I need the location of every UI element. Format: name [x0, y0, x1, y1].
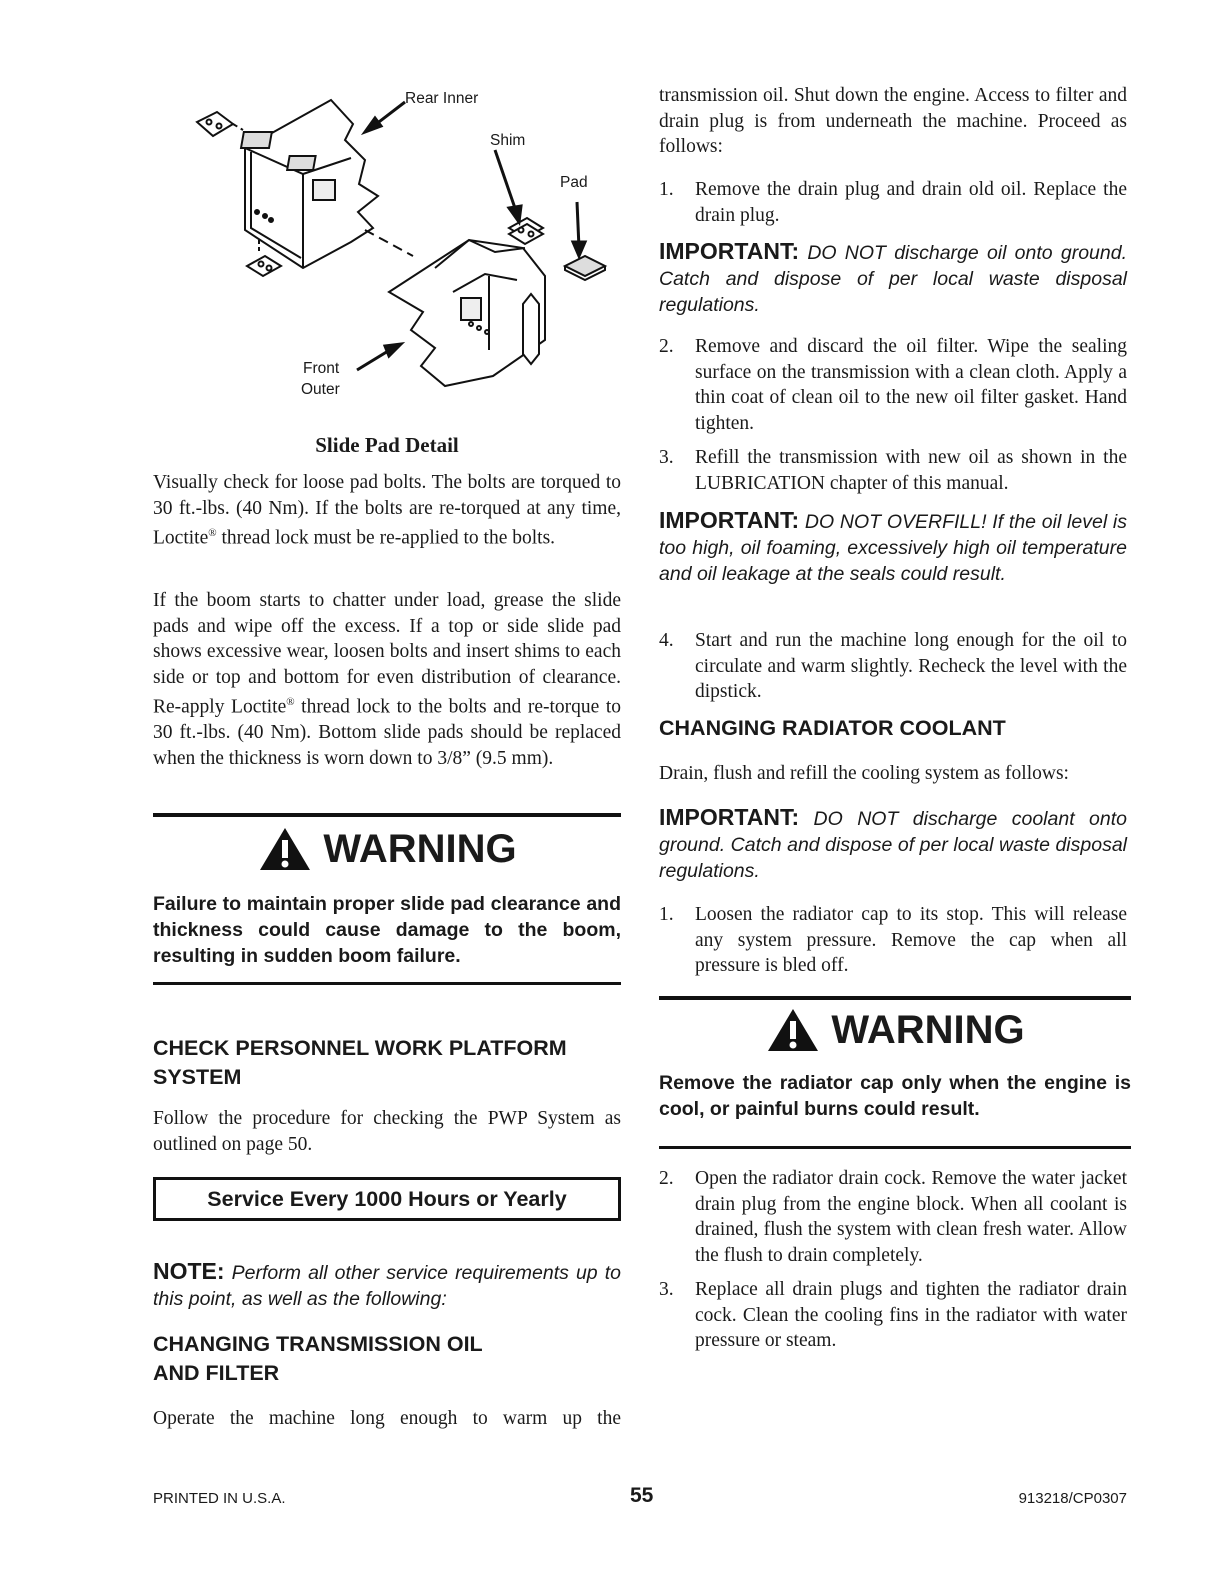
- warning-text: Failure to maintain proper slide pad clearance and thickness could cause damage to the boom, resulting in sudden boom failure.: [153, 893, 621, 967]
- coolant-intro: Drain, flush and refill the cooling system as follows:: [659, 763, 1069, 784]
- important-coolant-discharge: [659, 804, 1127, 884]
- service-interval-box: Service Every 1000 Hours or Yearly: [153, 1177, 621, 1221]
- note-lead: NOTE:: [153, 1258, 225, 1284]
- warning-icon: [765, 1006, 821, 1054]
- step-text: Remove and discard the oil filter. Wipe the sealing surface on the transmission with a clean cloth. Apply a thin coat of clean oil to the new oil filter gasket. Hand tighten.: [695, 336, 1127, 434]
- coolant-heading: CHANGING RADIATOR COOLANT: [659, 716, 1006, 740]
- transmission-heading: [153, 1330, 621, 1388]
- transmission-step-2: [659, 334, 1127, 436]
- warning-title-row: [659, 1006, 1131, 1054]
- label-pad: Pad: [560, 174, 588, 191]
- step-number: 1.: [659, 179, 674, 200]
- transmission-continued: transmission oil. Shut down the engine. Access to filter and drain plug is from underneath the machine. Proceed as follows:: [659, 85, 1127, 158]
- step-text: Refill the transmission with new oil as shown in the LUBRICATION chapter of this manual.: [695, 447, 1127, 494]
- warning-title: WARNING: [831, 1008, 1025, 1052]
- step-text: Loosen the radiator cap to its stop. This will release any system pressure. Remove the cap when all pressure is bled off.: [695, 904, 1127, 977]
- coolant-step-2: [659, 1166, 1127, 1268]
- pad-bolt-text-b: thread lock must be re-applied to the bolts.: [216, 527, 556, 549]
- warning-title-row: [153, 825, 621, 873]
- slide-pad-figure: [153, 80, 621, 420]
- step-number: 2.: [659, 1168, 674, 1189]
- radiator-cap-warning: [659, 996, 1131, 1149]
- boom-chatter-text-b: thread lock to the bolts and re-torque to 30 ft.-lbs. (40 Nm). Bottom slide pads should be replaced when the thickness is worn down to 3/8” (9.5 mm).: [153, 696, 622, 770]
- rear-inner-section: [241, 100, 378, 268]
- coolant-step-3: [659, 1277, 1127, 1354]
- label-front: Front: [303, 360, 340, 377]
- important-overfill: [659, 507, 1127, 587]
- step-number: 3.: [659, 1279, 674, 1300]
- transmission-intro: Operate the machine long enough to warm up the: [153, 1408, 621, 1429]
- transmission-step-4: [659, 628, 1127, 705]
- label-shim: Shim: [490, 132, 526, 149]
- step-text: Remove the drain plug and drain old oil. Replace the drain plug.: [695, 179, 1127, 226]
- pwp-text: Follow the procedure for checking the PWP System as outlined on page 50.: [153, 1108, 621, 1155]
- warning-text: Remove the radiator cap only when the engine is cool, or painful burns could result.: [659, 1072, 1131, 1120]
- step-number: 3.: [659, 447, 674, 468]
- important-text: DO NOT discharge oil onto ground. Catch and dispose of per local waste disposal regulations.: [659, 242, 1127, 316]
- important-oil-discharge: [659, 238, 1127, 318]
- note-paragraph: [153, 1258, 621, 1312]
- transmission-step-1: [659, 177, 1127, 228]
- important-text: DO NOT OVERFILL! If the oil level is too high, oil foaming, excessively high oil temperature and oil leakage at the seals could result.: [659, 511, 1127, 585]
- warning-title: WARNING: [323, 827, 517, 871]
- boom-chatter-text-a: If the boom starts to chatter under load, grease the slide pads and wipe off the excess. If a top or side slide pad shows excessive wear, loosen bolts and insert shims to each side or top and bottom for even distribution of clearance. Re-apply Loctite: [153, 590, 621, 718]
- pad-bolt-text-a: Visually check for loose pad bolts. The bolts are torqued to 30 ft.-lbs. (40 Nm). If the bolts are re-torqued at any time, Loctite: [153, 472, 621, 549]
- step-number: 1.: [659, 904, 674, 925]
- coolant-step-1: [659, 902, 1127, 979]
- pwp-heading-line2: SYSTEM: [153, 1065, 242, 1089]
- transmission-step-3: [659, 445, 1127, 496]
- important-lead: IMPORTANT:: [659, 238, 800, 264]
- note-text: Perform all other service requirements up to this point, as well as the following:: [153, 1262, 621, 1310]
- label-outer: Outer: [301, 381, 340, 398]
- important-lead: IMPORTANT:: [659, 804, 800, 830]
- important-text: DO NOT discharge coolant onto ground. Catch and dispose of per local waste disposal regulations.: [659, 808, 1127, 882]
- pwp-heading-line1: CHECK PERSONNEL WORK PLATFORM: [153, 1036, 567, 1060]
- page-number: 55: [630, 1484, 654, 1507]
- footer-doc-code: 913218/CP0307: [1018, 1490, 1127, 1507]
- shim-part: [509, 218, 543, 244]
- front-outer-section: [389, 240, 545, 386]
- warning-icon: [257, 825, 313, 873]
- top-pad-part: [197, 112, 243, 136]
- label-rear-inner: Rear Inner: [405, 90, 479, 107]
- registered-mark: ®: [208, 527, 217, 540]
- transmission-heading-line2: AND FILTER: [153, 1361, 280, 1385]
- registered-mark: ®: [286, 696, 295, 709]
- step-text: Replace all drain plugs and tighten the radiator drain cock. Clean the cooling fins in the radiator with water pressure or steam.: [695, 1279, 1127, 1352]
- step-text: Open the radiator drain cock. Remove the water jacket drain plug from the engine block. When all coolant is drained, flush the system with clean fresh water. Allow the flush to drain completely.: [695, 1168, 1127, 1266]
- figure-caption: Slide Pad Detail: [315, 433, 459, 457]
- step-number: 4.: [659, 630, 674, 651]
- pwp-heading: [153, 1034, 621, 1092]
- footer-printed: PRINTED IN U.S.A.: [153, 1490, 286, 1507]
- important-lead: IMPORTANT:: [659, 507, 800, 533]
- step-text: Start and run the machine long enough for the oil to circulate and warm slightly. Recheck the level with the dipstick.: [695, 630, 1127, 703]
- transmission-heading-line1: CHANGING TRANSMISSION OIL: [153, 1332, 483, 1356]
- boom-chatter-paragraph: [153, 588, 621, 772]
- pad-bolt-paragraph: [153, 470, 621, 551]
- slide-pad-diagram: [153, 80, 621, 420]
- slide-pad-warning: [153, 813, 621, 985]
- step-number: 2.: [659, 336, 674, 357]
- pad-part: [565, 256, 605, 280]
